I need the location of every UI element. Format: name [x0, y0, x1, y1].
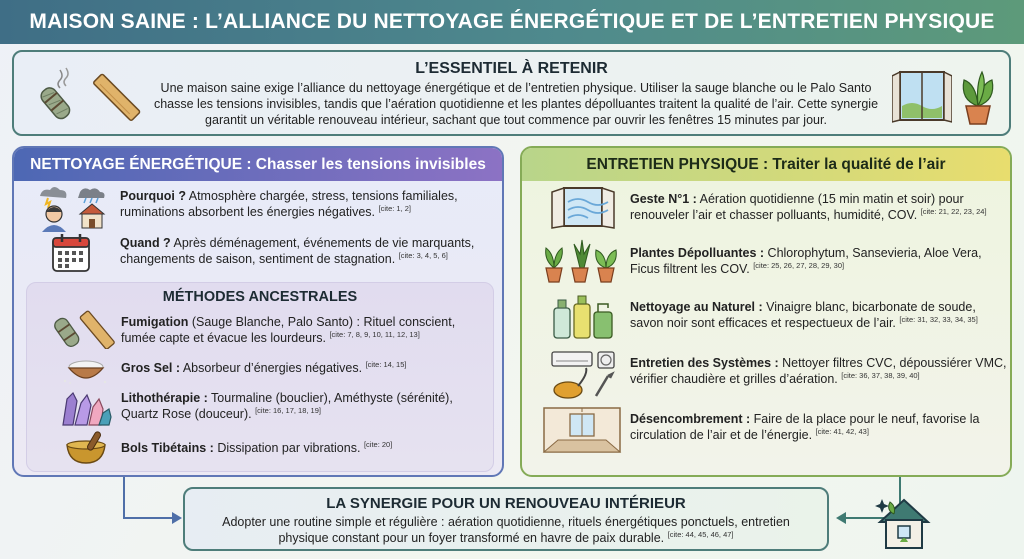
salt-cite: [cite: 14, 15] [365, 359, 407, 369]
decluttering-title: Désencombrement : [630, 412, 751, 426]
natural-cleaning-cite: [cite: 31, 32, 33, 34, 35] [899, 314, 978, 324]
lithotherapy-text: Tourmaline (bouclier), Améthyste (sérénité), Quartz Rose (douceur). [121, 391, 453, 421]
synergy-text: Adopter une routine simple et régulière : aération quotidienne, rituels énergétiques ponctuels, entretien physique constant pour un foyer transformé en havre de paix durable. [222, 515, 790, 545]
why-title: Pourquoi ? [120, 189, 186, 203]
physical-maintenance-header: ENTRETIEN PHYSIQUE : Traiter la qualité de l’air [522, 148, 1010, 181]
fumigation-text: (Sauge Blanche, Palo Santo) : Rituel conscient, fumée capte et évacue les lourdeurs. [121, 315, 456, 345]
fumigation-cite: [cite: 7, 8, 9, 10, 11, 12, 13] [329, 329, 420, 339]
tibetan-bowls-text: Dissipation par vibrations. [213, 441, 361, 455]
gesture-text: Aération quotidienne (15 min matin et soir) pour renouveler l’air et chasser polluants, humidité, COV. [630, 192, 964, 222]
salt-text: Absorbeur d’énergies négatives. [180, 361, 363, 375]
lithotherapy-cite: [cite: 16, 17, 18, 19] [255, 405, 321, 415]
healthy-home-icon [872, 490, 936, 552]
page-title: MAISON SAINE : L’ALLIANCE DU NETTOYAGE ÉNERGÉTIQUE ET DE L’ENTRETIEN PHYSIQUE [29, 10, 995, 33]
plants-cite: [cite: 25, 26, 27, 28, 29, 30] [753, 260, 845, 270]
methods-heading: MÉTHODES ANCESTRALES [162, 289, 358, 305]
fumigation-title: Fumigation [121, 315, 189, 329]
systems-text: Nettoyer filtres CVC, dépoussiérer VMC, vérifier chaudière et grilles d’aération. [630, 356, 1007, 386]
plants-text: Chlorophytum, Sansevieria, Aloe Vera, Ficus filtrent les COV. [630, 246, 982, 276]
lithotherapy-title: Lithothérapie : [121, 391, 208, 405]
systems-title: Entretien des Systèmes : [630, 356, 779, 370]
gesture-cite: [cite: 21, 22, 23, 24] [920, 206, 987, 216]
natural-cleaning-title: Nettoyage au Naturel : [630, 300, 763, 314]
synergy-text-block [199, 515, 813, 546]
why-text: Atmosphère chargée, stress, tensions familiales, ruminations absorbent les énergies négatives. [120, 189, 458, 219]
systems-cite: [cite: 36, 37, 38, 39, 40] [841, 370, 920, 380]
tibetan-bowls-cite: [cite: 20] [363, 439, 393, 449]
tibetan-bowls-title: Bols Tibétains : [121, 441, 214, 455]
why-cite: [cite: 1, 2] [378, 203, 412, 213]
energetic-cleaning-header: NETTOYAGE ÉNERGÉTIQUE : Chasser les tensions invisibles [14, 148, 502, 181]
salt-title: Gros Sel : [121, 361, 181, 375]
when-title: Quand ? [120, 236, 171, 250]
gesture-title: Geste N°1 : [630, 192, 697, 206]
essential-heading: L’ESSENTIEL À RETENIR [415, 60, 608, 77]
when-text: Après déménagement, événements de vie marquants, changements de saison, sentiment de stagnation. [120, 236, 475, 266]
essential-text: Une maison saine exige l’alliance du nettoyage énergétique et de l’entretien physique. Utiliser la sauge blanche ou le Palo Santo chasse les tensions invisibles, tandis que l’aération quotidienne et les plantes dépolluantes traitent la qualité de l’air. Cette synergie garantit un véritable renouveau intérieur, sachant que tout commence par ouvrir les fenêtres 15 minutes par jour. [153, 81, 879, 127]
synergy-heading: LA SYNERGIE POUR UN RENOUVEAU INTÉRIEUR [326, 495, 686, 512]
synergy-cite: [cite: 44, 45, 46, 47] [667, 529, 734, 539]
decluttering-cite: [cite: 41, 42, 43] [815, 426, 869, 436]
natural-cleaning-text: Vinaigre blanc, bicarbonate de soude, savon noir sont efficaces et respectueux de l’air. [630, 300, 976, 330]
synergy-box [183, 487, 829, 551]
when-cite: [cite: 3, 4, 5, 6] [398, 250, 448, 260]
decluttering-text: Faire de la place pour le neuf, favorise la circulation de l’air et de l’énergie. [630, 412, 980, 442]
plants-title: Plantes Dépolluantes : [630, 246, 765, 260]
